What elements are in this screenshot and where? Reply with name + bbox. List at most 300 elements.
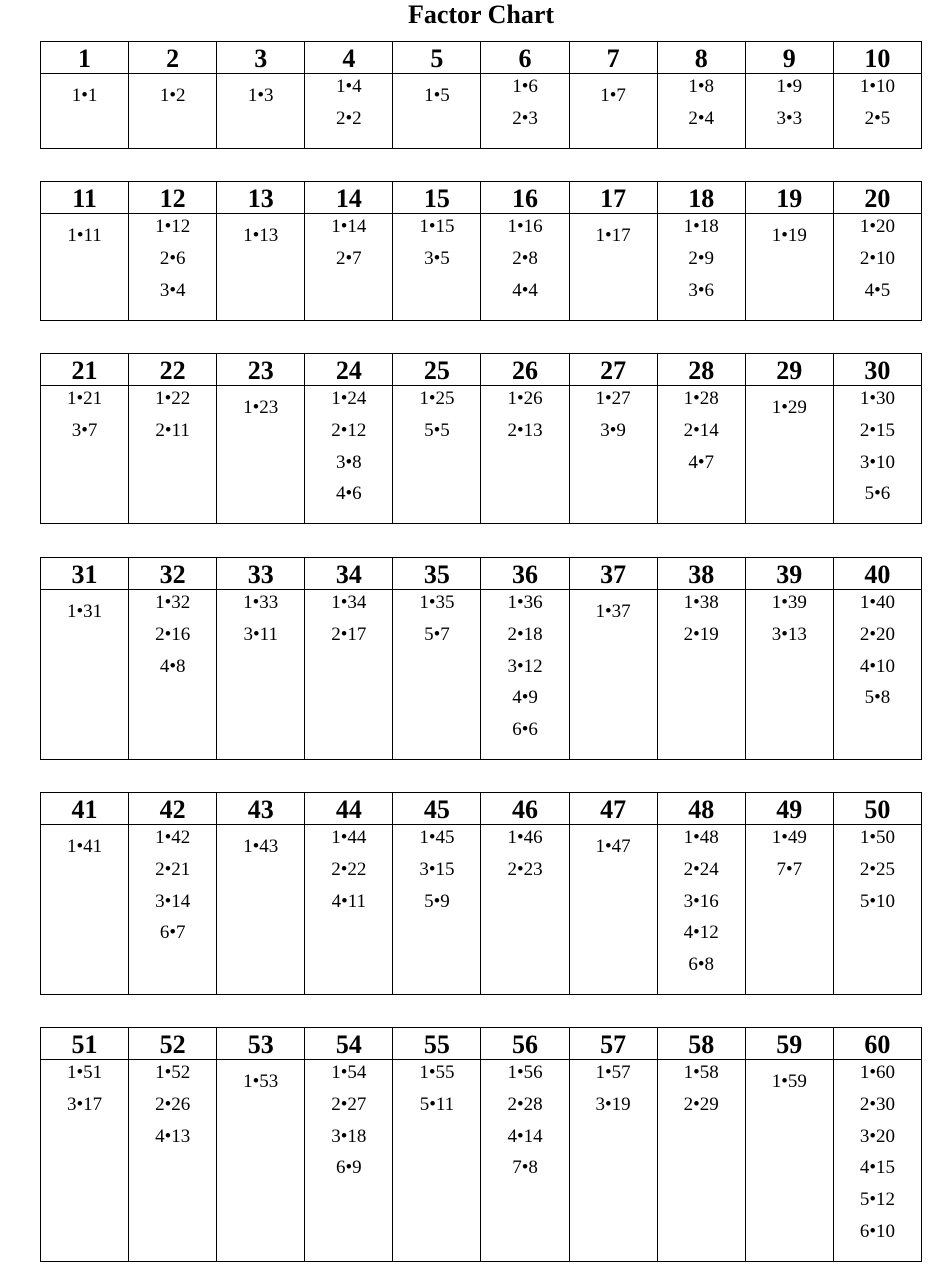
number-heading: 4	[305, 42, 392, 74]
factor-pair: 1•30	[859, 388, 895, 409]
number-heading: 22	[129, 354, 216, 386]
factor-pair: 1•10	[859, 76, 895, 97]
factor-column	[392, 793, 480, 994]
number-heading: 42	[129, 793, 216, 825]
number-heading: 35	[393, 558, 480, 590]
factor-column	[833, 354, 921, 523]
factor-column	[569, 793, 657, 994]
factor-pair: 3•9	[600, 419, 626, 441]
number-heading: 41	[41, 793, 128, 825]
number-heading: 2	[129, 42, 216, 74]
factor-column	[745, 182, 833, 320]
number-heading: 36	[481, 558, 568, 590]
factor-list	[658, 74, 745, 139]
number-heading: 6	[481, 42, 568, 74]
factor-pair: 1•57	[595, 1062, 631, 1083]
factor-column	[392, 354, 480, 523]
factor-column	[833, 1028, 921, 1261]
factor-list	[129, 590, 216, 686]
factor-pair: 4•9	[512, 687, 538, 709]
factor-column	[745, 42, 833, 148]
number-heading: 40	[834, 558, 921, 590]
factor-pair: 3•13	[771, 623, 807, 645]
factor-block	[40, 557, 922, 760]
factor-pair: 1•23	[243, 397, 279, 418]
factor-pair: 1•29	[771, 397, 807, 418]
factor-column	[480, 793, 568, 994]
factor-list	[481, 1060, 568, 1188]
factor-column	[304, 1028, 392, 1261]
factor-pair: 1•52	[155, 1062, 191, 1083]
factor-list	[41, 590, 128, 623]
factor-pair: 7•7	[776, 858, 803, 880]
factor-list	[393, 386, 480, 451]
factor-pair: 1•42	[155, 827, 191, 848]
factor-list	[305, 1060, 392, 1188]
factor-pair: 1•25	[419, 388, 455, 409]
factor-pair: 1•49	[771, 827, 807, 848]
factor-column	[304, 793, 392, 994]
factor-pair: 3•20	[859, 1125, 895, 1147]
number-heading: 15	[393, 182, 480, 214]
factor-column	[833, 182, 921, 320]
factor-pair: 6•8	[688, 954, 715, 976]
number-heading: 1	[41, 42, 128, 74]
factor-column	[216, 793, 304, 994]
factor-pair: 1•36	[507, 592, 543, 613]
factor-list	[746, 214, 833, 247]
factor-pair: 4•11	[331, 890, 367, 912]
factor-column	[480, 354, 568, 523]
factor-pair: 1•60	[859, 1062, 895, 1083]
factor-pair: 2•29	[683, 1093, 719, 1115]
factor-pair: 1•31	[66, 601, 103, 622]
factor-pair: 2•3	[512, 107, 538, 129]
factor-pair: 2•15	[859, 419, 895, 441]
factor-list	[481, 590, 568, 750]
number-heading: 25	[393, 354, 480, 386]
factor-pair: 1•21	[66, 388, 103, 409]
number-heading: 55	[393, 1028, 480, 1060]
factor-column	[657, 42, 745, 148]
factor-pair: 1•16	[507, 216, 543, 237]
factor-list	[658, 825, 745, 985]
factor-column	[480, 1028, 568, 1261]
factor-list	[217, 74, 304, 107]
factor-list	[834, 825, 921, 921]
factor-pair: 2•10	[859, 247, 895, 269]
number-heading: 17	[570, 182, 657, 214]
factor-pair: 6•6	[512, 719, 538, 741]
number-heading: 18	[658, 182, 745, 214]
number-heading: 32	[129, 558, 216, 590]
number-heading: 30	[834, 354, 921, 386]
factor-pair: 5•11	[419, 1093, 455, 1115]
factor-column	[41, 1028, 128, 1261]
factor-pair: 4•12	[683, 922, 719, 944]
factor-pair: 4•8	[159, 655, 186, 677]
factor-list	[41, 74, 128, 107]
factor-pair: 1•14	[331, 216, 367, 237]
factor-pair: 1•7	[600, 85, 626, 106]
number-heading: 26	[481, 354, 568, 386]
number-heading: 46	[481, 793, 568, 825]
factor-pair: 1•3	[247, 85, 274, 106]
factor-list	[305, 825, 392, 921]
number-heading: 5	[393, 42, 480, 74]
number-heading: 58	[658, 1028, 745, 1060]
factor-pair: 1•4	[336, 76, 362, 97]
factor-pair: 1•24	[331, 388, 367, 409]
factor-pair: 1•41	[66, 836, 103, 857]
factor-pair: 4•5	[864, 279, 891, 301]
factor-list	[658, 1060, 745, 1125]
number-heading: 57	[570, 1028, 657, 1060]
factor-pair: 1•27	[595, 388, 631, 409]
number-heading: 60	[834, 1028, 921, 1060]
factor-list	[570, 825, 657, 858]
factor-column	[41, 42, 128, 148]
factor-column	[392, 42, 480, 148]
number-heading: 49	[746, 793, 833, 825]
number-heading: 28	[658, 354, 745, 386]
factor-column	[128, 182, 216, 320]
factor-column	[392, 558, 480, 759]
factor-column	[480, 182, 568, 320]
factor-list	[217, 590, 304, 655]
factor-column	[569, 182, 657, 320]
factor-list	[129, 825, 216, 953]
factor-pair: 2•9	[688, 247, 715, 269]
factor-pair: 4•10	[859, 655, 895, 677]
factor-block	[40, 353, 922, 524]
factor-list	[481, 214, 568, 310]
factor-pair: 6•7	[159, 922, 186, 944]
factor-column	[569, 558, 657, 759]
factor-list	[305, 386, 392, 514]
factor-list	[834, 214, 921, 310]
factor-pair: 1•43	[243, 836, 279, 857]
factor-pair: 3•7	[71, 419, 98, 441]
factor-list	[658, 214, 745, 310]
factor-column	[745, 354, 833, 523]
factor-pair: 3•17	[66, 1093, 103, 1115]
factor-pair: 1•45	[419, 827, 455, 848]
factor-pair: 1•38	[683, 592, 719, 613]
factor-pair: 5•5	[424, 419, 450, 441]
factor-list	[481, 386, 568, 451]
number-heading: 39	[746, 558, 833, 590]
number-heading: 3	[217, 42, 304, 74]
factor-pair: 3•4	[159, 279, 186, 301]
factor-list	[393, 1060, 480, 1125]
factor-pair: 1•9	[776, 76, 803, 97]
factor-column	[657, 793, 745, 994]
factor-pair: 5•8	[864, 687, 891, 709]
factor-pair: 1•39	[771, 592, 807, 613]
factor-pair: 1•20	[859, 216, 895, 237]
number-heading: 54	[305, 1028, 392, 1060]
factor-pair: 2•14	[683, 419, 719, 441]
number-heading: 24	[305, 354, 392, 386]
factor-pair: 1•54	[331, 1062, 367, 1083]
factor-pair: 3•8	[336, 451, 362, 473]
factor-pair: 2•24	[683, 858, 719, 880]
factor-list	[217, 1060, 304, 1093]
factor-list	[570, 1060, 657, 1125]
number-heading: 31	[41, 558, 128, 590]
factor-pair: 1•58	[683, 1062, 719, 1083]
number-heading: 43	[217, 793, 304, 825]
factor-pair: 2•19	[683, 623, 719, 645]
factor-list	[41, 214, 128, 247]
factor-list	[393, 214, 480, 279]
factor-pair: 1•22	[155, 388, 191, 409]
factor-pair: 1•5	[424, 85, 450, 106]
factor-pair: 5•6	[864, 483, 891, 505]
factor-column	[304, 558, 392, 759]
factor-list	[393, 825, 480, 921]
factor-pair: 4•4	[512, 279, 538, 301]
number-heading: 9	[746, 42, 833, 74]
factor-column	[128, 793, 216, 994]
factor-pair: 1•40	[859, 592, 895, 613]
factor-pair: 1•35	[419, 592, 455, 613]
factor-pair: 3•14	[155, 890, 191, 912]
factor-pair: 3•6	[688, 279, 715, 301]
factor-list	[217, 214, 304, 247]
factor-list	[570, 214, 657, 247]
factor-pair: 1•37	[595, 601, 631, 622]
factor-list	[481, 74, 568, 139]
factor-pair: 3•11	[243, 623, 278, 645]
factor-pair: 3•19	[595, 1093, 631, 1115]
factor-pair: 7•8	[512, 1157, 538, 1179]
factor-column	[657, 354, 745, 523]
factor-list	[129, 74, 216, 107]
factor-pair: 1•19	[771, 225, 807, 246]
factor-list	[129, 214, 216, 310]
factor-pair: 6•10	[859, 1220, 895, 1242]
factor-pair: 1•46	[507, 827, 543, 848]
number-heading: 34	[305, 558, 392, 590]
factor-pair: 1•11	[67, 225, 102, 246]
number-heading: 14	[305, 182, 392, 214]
number-heading: 20	[834, 182, 921, 214]
factor-pair: 2•23	[507, 858, 543, 880]
factor-pair: 3•5	[424, 247, 450, 269]
factor-pair: 1•13	[243, 225, 279, 246]
factor-list	[746, 1060, 833, 1093]
factor-block	[40, 41, 922, 149]
factor-pair: 2•6	[159, 247, 186, 269]
factor-pair: 1•33	[243, 592, 279, 613]
number-heading: 21	[41, 354, 128, 386]
factor-column	[745, 558, 833, 759]
number-heading: 56	[481, 1028, 568, 1060]
number-heading: 51	[41, 1028, 128, 1060]
factor-pair: 1•17	[595, 225, 631, 246]
factor-list	[393, 74, 480, 107]
factor-pair: 1•6	[512, 76, 538, 97]
factor-pair: 1•26	[507, 388, 543, 409]
factor-column	[41, 558, 128, 759]
factor-pair: 1•18	[683, 216, 719, 237]
factor-pair: 3•15	[419, 858, 455, 880]
number-heading: 44	[305, 793, 392, 825]
factor-list	[129, 1060, 216, 1156]
factor-pair: 3•16	[683, 890, 719, 912]
factor-column	[569, 1028, 657, 1261]
factor-pair: 1•1	[71, 85, 98, 106]
factor-pair: 2•13	[507, 419, 543, 441]
factor-column	[128, 1028, 216, 1261]
factor-pair: 2•25	[859, 858, 895, 880]
number-heading: 48	[658, 793, 745, 825]
factor-column	[480, 558, 568, 759]
factor-column	[392, 1028, 480, 1261]
factor-list	[746, 825, 833, 890]
factor-pair: 2•26	[155, 1093, 191, 1115]
factor-pair: 3•12	[507, 655, 543, 677]
factor-list	[570, 74, 657, 107]
number-heading: 7	[570, 42, 657, 74]
factor-pair: 5•7	[424, 623, 450, 645]
factor-pair: 1•51	[66, 1062, 103, 1083]
factor-column	[128, 42, 216, 148]
factor-list	[305, 214, 392, 279]
number-heading: 23	[217, 354, 304, 386]
factor-column	[304, 42, 392, 148]
factor-pair: 4•14	[507, 1125, 543, 1147]
factor-pair: 2•12	[331, 419, 367, 441]
factor-pair: 1•28	[683, 388, 719, 409]
factor-pair: 1•48	[683, 827, 719, 848]
factor-column	[833, 42, 921, 148]
number-heading: 50	[834, 793, 921, 825]
factor-pair: 1•53	[243, 1071, 279, 1092]
factor-pair: 5•12	[859, 1189, 895, 1211]
number-heading: 59	[746, 1028, 833, 1060]
factor-list	[129, 386, 216, 451]
factor-pair: 2•27	[331, 1093, 367, 1115]
factor-column	[128, 558, 216, 759]
factor-column	[833, 793, 921, 994]
factor-pair: 5•9	[424, 890, 450, 912]
factor-pair: 1•8	[688, 76, 715, 97]
factor-pair: 2•20	[859, 623, 895, 645]
factor-column	[569, 42, 657, 148]
factor-pair: 3•18	[331, 1125, 367, 1147]
factor-column	[304, 354, 392, 523]
factor-column	[657, 182, 745, 320]
number-heading: 13	[217, 182, 304, 214]
factor-list	[658, 590, 745, 655]
factor-pair: 4•15	[859, 1157, 895, 1179]
factor-pair: 1•59	[771, 1071, 807, 1092]
factor-pair: 2•7	[336, 247, 362, 269]
factor-column	[128, 354, 216, 523]
factor-column	[41, 182, 128, 320]
factor-list	[305, 74, 392, 139]
factor-list	[834, 590, 921, 718]
factor-pair: 2•22	[331, 858, 367, 880]
number-heading: 10	[834, 42, 921, 74]
number-heading: 37	[570, 558, 657, 590]
number-heading: 47	[570, 793, 657, 825]
factor-column	[216, 182, 304, 320]
factor-list	[834, 386, 921, 514]
factor-pair: 2•28	[507, 1093, 543, 1115]
factor-pair: 2•2	[336, 107, 362, 129]
factor-block	[40, 792, 922, 995]
number-heading: 29	[746, 354, 833, 386]
factor-list	[570, 386, 657, 451]
factor-column	[833, 558, 921, 759]
factor-column	[216, 1028, 304, 1261]
factor-block	[40, 1027, 922, 1262]
factor-column	[480, 42, 568, 148]
number-heading: 11	[41, 182, 128, 214]
factor-pair: 2•16	[155, 623, 191, 645]
factor-pair: 2•11	[155, 419, 190, 441]
factor-pair: 2•21	[155, 858, 191, 880]
number-heading: 38	[658, 558, 745, 590]
factor-pair: 1•32	[155, 592, 191, 613]
factor-pair: 2•5	[864, 107, 891, 129]
page-title: Factor Chart	[407, 0, 555, 29]
factor-pair: 3•3	[776, 107, 803, 129]
factor-list	[305, 590, 392, 655]
number-heading: 45	[393, 793, 480, 825]
factor-pair: 1•12	[155, 216, 191, 237]
factor-column	[304, 182, 392, 320]
factor-column	[216, 42, 304, 148]
factor-list	[834, 1060, 921, 1252]
factor-pair: 6•9	[336, 1157, 362, 1179]
factor-list	[658, 386, 745, 482]
factor-pair: 4•7	[688, 451, 715, 473]
factor-block	[40, 181, 922, 321]
factor-pair: 4•13	[155, 1125, 191, 1147]
factor-list	[570, 590, 657, 623]
number-heading: 19	[746, 182, 833, 214]
factor-list	[41, 386, 128, 451]
factor-column	[392, 182, 480, 320]
factor-list	[746, 74, 833, 139]
factor-column	[745, 793, 833, 994]
number-heading: 12	[129, 182, 216, 214]
factor-column	[41, 354, 128, 523]
factor-column	[216, 354, 304, 523]
number-heading: 52	[129, 1028, 216, 1060]
factor-column	[657, 558, 745, 759]
number-heading: 16	[481, 182, 568, 214]
factor-pair: 2•4	[688, 107, 715, 129]
factor-list	[746, 386, 833, 419]
factor-list	[217, 386, 304, 419]
factor-list	[834, 74, 921, 139]
factor-pair: 1•47	[595, 836, 631, 857]
number-heading: 27	[570, 354, 657, 386]
factor-column	[657, 1028, 745, 1261]
factor-pair: 1•55	[419, 1062, 455, 1083]
factor-pair: 2•30	[859, 1093, 895, 1115]
factor-pair: 5•10	[859, 890, 895, 912]
factor-list	[41, 825, 128, 858]
factor-pair: 1•34	[331, 592, 367, 613]
factor-pair: 2•17	[331, 623, 367, 645]
